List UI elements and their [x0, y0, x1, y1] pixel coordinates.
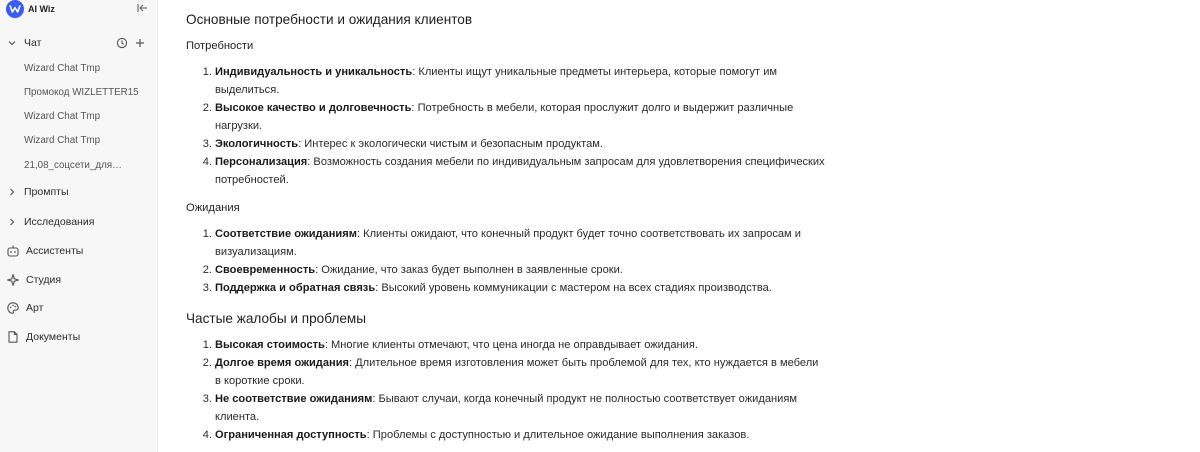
sidebar-item-label: Студия	[26, 274, 62, 286]
list-number: 1.	[202, 339, 212, 351]
list-item-term: Поддержка и обратная связь	[215, 282, 376, 294]
chat-history-item[interactable]: 21,08_соцсети_для…	[24, 160, 122, 171]
list-item	[200, 354, 840, 390]
sidebar-item-studio[interactable]	[0, 270, 158, 290]
chevron-right-icon	[7, 217, 17, 227]
list-number: 1.	[202, 66, 212, 78]
list-item-text: : Длительное время изготовления может быть проблемой для тех, кто нуждается в мебели	[349, 357, 819, 369]
palette-icon	[6, 301, 20, 315]
list-item	[200, 225, 840, 261]
list-number: 4.	[202, 156, 212, 168]
list-item	[200, 279, 840, 297]
assistant-icon	[6, 244, 20, 258]
sidebar	[0, 0, 158, 452]
sidebar-item-documents[interactable]	[0, 327, 158, 347]
list-number: 1.	[202, 228, 212, 240]
list-item-text: : Интерес к экологически чистым и безопасным продуктам.	[298, 138, 603, 150]
chevron-down-icon	[7, 38, 17, 48]
section-heading: Частые жалобы и проблемы	[186, 311, 367, 326]
sidebar-item-assistants[interactable]	[0, 241, 158, 261]
brand[interactable]	[6, 0, 152, 18]
list-item	[200, 426, 840, 444]
subsection-heading: Потребности	[186, 40, 254, 52]
list-item-text: : Проблемы с доступностью и длительное ожидание выполнения заказов.	[366, 429, 750, 441]
list-item-text: : Высокий уровень коммуникации с мастером на всех стадиях производства.	[375, 282, 772, 294]
sidebar-item-label: Исследования	[24, 216, 95, 228]
list-item	[200, 63, 840, 99]
list-item-text: визуализациям.	[215, 246, 297, 258]
list-item-text: : Бывают случаи, когда конечный продукт не полностью соответствует ожиданиям	[372, 393, 797, 405]
list-item-text: : Ожидание, что заказ будет выполнен в заявленные сроки.	[315, 264, 623, 276]
list-item-term: Высокая стоимость	[215, 339, 325, 351]
chat-history-item[interactable]: Промокод WIZLETTER15	[24, 87, 139, 98]
list-item	[200, 261, 840, 279]
list-item-term: Индивидуальность и уникальность	[215, 66, 413, 78]
chevron-right-icon	[7, 187, 17, 197]
sparkle-icon	[6, 273, 20, 287]
list-item-term: Соответствие ожиданиям	[215, 228, 357, 240]
list-item-term: Высокое качество и долговечность	[215, 102, 412, 114]
subsection-heading: Ожидания	[186, 202, 240, 214]
list-number: 3.	[202, 393, 212, 405]
list-number: 3.	[202, 282, 212, 294]
list-item-text: потребностей.	[215, 174, 289, 186]
section-heading: Основные потребности и ожидания клиентов	[186, 12, 473, 27]
app-title: AI Wiz	[28, 4, 55, 14]
list-item-text: : Клиенты ищут уникальные предметы интерьера, которые помогут им	[412, 66, 778, 78]
list-number: 3.	[202, 138, 212, 150]
list-item-term: Экологичность	[215, 138, 299, 150]
history-icon[interactable]	[116, 37, 128, 49]
list-item	[200, 135, 840, 153]
list-item-text: : Потребность в мебели, которая прослужит долго и выдержит различные	[411, 102, 794, 114]
list-item-text: нагрузки.	[215, 120, 263, 132]
list-item-text: выделиться.	[215, 84, 280, 96]
sidebar-item-art[interactable]	[0, 298, 158, 318]
list-item	[200, 99, 840, 135]
list-number: 2.	[202, 357, 212, 369]
list-number: 2.	[202, 264, 212, 276]
list-item-term: Не соответствие ожиданиям	[215, 393, 373, 405]
sidebar-item-label: Чат	[24, 37, 42, 49]
list-item-term: Ограниченная доступность	[215, 429, 367, 441]
new-chat-plus-icon[interactable]	[134, 37, 146, 49]
list-item-text: : Многие клиенты отмечают, что цена иногда не оправдывает ожидания.	[324, 339, 698, 351]
list-item-text: клиента.	[215, 411, 260, 423]
sidebar-item-label: Ассистенты	[26, 245, 84, 257]
chat-history-item[interactable]: Wizard Chat Tmp	[24, 111, 101, 122]
sidebar-item-prompts[interactable]	[0, 182, 158, 202]
sidebar-item-label: Документы	[26, 331, 81, 343]
sidebar-item-research[interactable]	[0, 212, 158, 232]
chat-history-item[interactable]: Wizard Chat Tmp	[24, 135, 101, 146]
list-item-text: в короткие сроки.	[215, 375, 305, 387]
list-item	[200, 153, 840, 189]
list-item	[200, 390, 840, 426]
ai-wiz-logo-icon	[6, 0, 24, 18]
list-item-text: : Клиенты ожидают, что конечный продукт будет точно соответствовать их запросам и	[356, 228, 801, 240]
sidebar-item-chat[interactable]	[0, 33, 158, 53]
collapse-sidebar-icon[interactable]	[136, 2, 148, 14]
list-number: 2.	[202, 102, 212, 114]
document-icon	[6, 330, 20, 344]
list-item-term: Персонализация	[215, 156, 308, 168]
list-item-term: Долгое время ожидания	[215, 357, 349, 369]
list-item-text: : Возможность создания мебели по индивидуальным запросам для удовлетворения специфических	[307, 156, 825, 168]
sidebar-item-label: Арт	[26, 302, 44, 314]
list-item	[200, 336, 840, 354]
list-item-term: Своевременность	[215, 264, 316, 276]
chat-history-item[interactable]: Wizard Chat Tmp	[24, 63, 101, 74]
sidebar-item-label: Промпты	[24, 186, 69, 198]
list-number: 4.	[202, 429, 212, 441]
